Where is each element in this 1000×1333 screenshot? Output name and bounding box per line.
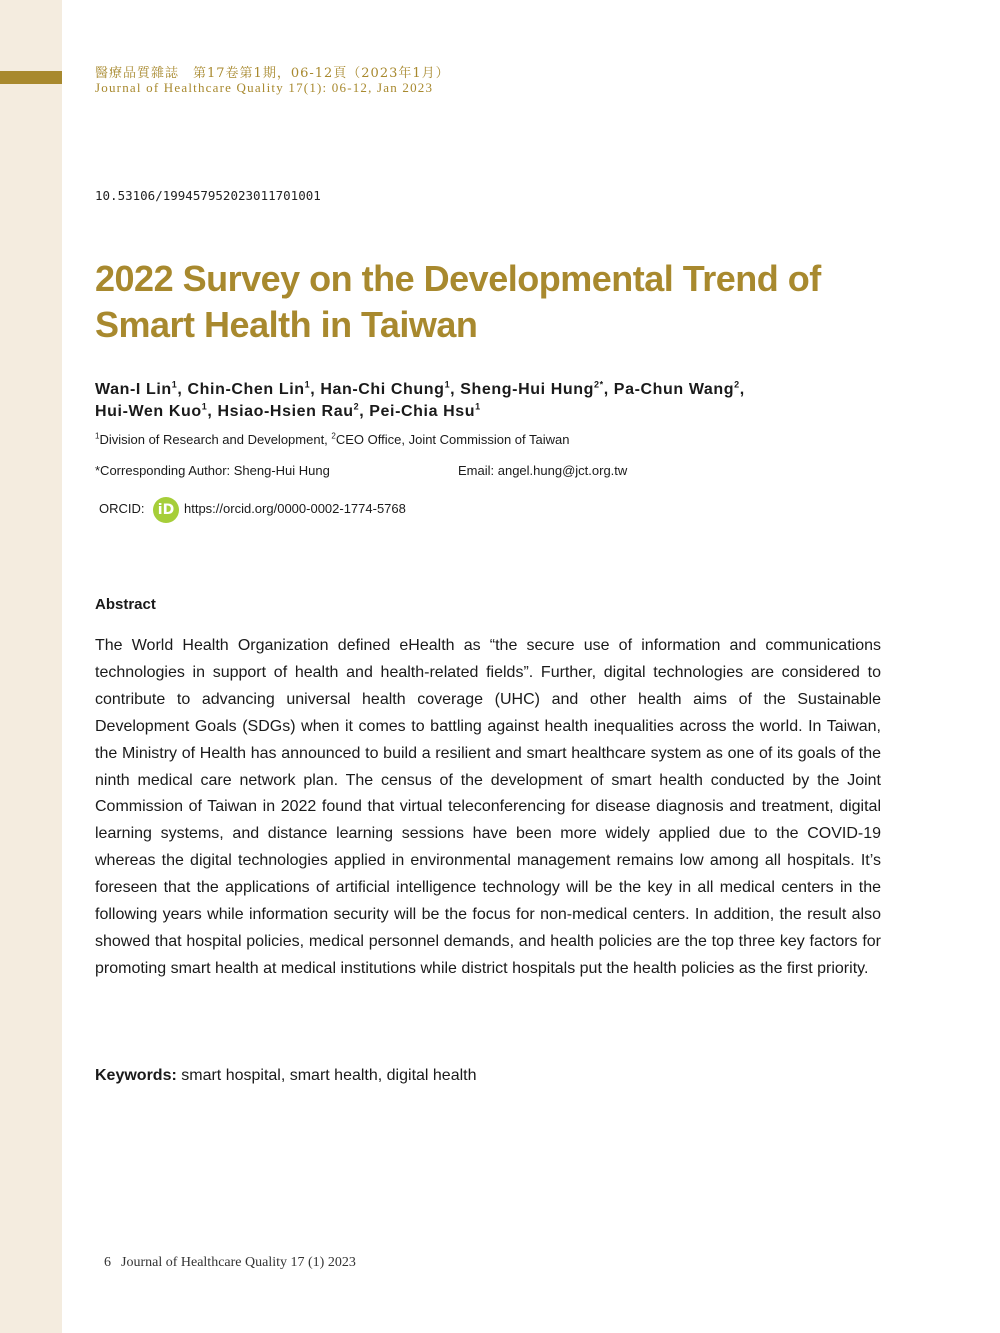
title-line-2: Smart Health in Taiwan [95, 304, 478, 345]
author-sup: 1 [475, 401, 481, 412]
author-list: Wan-I Lin$^1$, Chin-Chen Lin$^1$, Han-Chi Chung$^1$, Sheng-Hui Hung$^{2*}$, Pa-Chun Wang$^2$, Hui-Wen Kuo$^1$, Hsiao-Hsien Rau$^2$, Pei-Chia Hsu$^1$ [95, 379, 745, 420]
author-sup: 2 [734, 379, 740, 390]
page-footer [104, 1255, 356, 1271]
affiliation-2: CEO Office, Joint Commission of Taiwan [335, 432, 570, 447]
author-sup: 1 [304, 379, 311, 390]
doi[interactable]: 10.53106/199457952023011701001 [95, 188, 321, 203]
author-name: Wan-I Lin [95, 381, 172, 398]
affil-sup: 1 [95, 431, 100, 441]
author-name: Hsiao-Hsien Rau [217, 403, 354, 420]
author-sup: 1 [444, 379, 451, 390]
journal-header-en: Journal of Healthcare Quality 17(1): 06-12, Jan 2023 [95, 80, 434, 95]
orcid-label: ORCID: [99, 501, 145, 516]
journal-header-cn: 醫療品質雜誌 第17卷第1期，06-12頁（2023年1月） [95, 66, 450, 81]
email[interactable]: Email: angel.hung@jct.org.tw [458, 463, 628, 478]
author-sup: 2* [593, 379, 604, 390]
author-name: Han-Chi Chung [320, 381, 445, 398]
orcid-link[interactable]: https://orcid.org/0000-0002-1774-5768 [184, 501, 406, 516]
paper-title [95, 256, 895, 348]
author-sup: 2 [353, 401, 360, 412]
orcid-icon[interactable]: iD [153, 497, 179, 523]
keywords-label: Keywords: [95, 1067, 177, 1084]
keywords-list: smart hospital, smart health, digital health [176, 1067, 477, 1084]
affil-sup: 2 [331, 431, 336, 441]
margin-band [0, 0, 62, 1333]
abstract-heading: Abstract [95, 596, 156, 613]
corresponding-author: *Corresponding Author: Sheng-Hui Hung [95, 463, 330, 478]
abstract-text: The World Health Organization defined eHealth as “the secure use of information and communications technologies in support of health and health-related fields”. Further, digital technologies are considered to contribute to advancing universal health coverage (UHC) and other health aims of the Sustainable Development Goals (SDGs) when it comes to battling against health inequalities across the world. In Taiwan, the Ministry of Health has announced to build a resilient and smart healthcare system as one of its goals of the ninth medical care network plan. The census of the development of smart health conducted by the Joint Commission of Taiwan in 2022 found that virtual teleconferencing for disease diagnosis and treatment, digital learning systems, and distance learning sessions have been more widely applied due to the COVID-19 whereas the digital technologies applied in environmental management remains low among all hospitals. It’s foreseen that the applications of artificial intelligence technology will be the key in all medical centers in the following years while information security will be the focus for non-medical centers. In addition, the result also showed that hospital policies, medical personnel demands, and health policies are the top three key factors for promoting smart health at medical institutions while district hospitals put the health policies as the first priority. [95, 637, 881, 977]
author-name: Hui-Wen Kuo [95, 403, 202, 420]
affiliations [95, 432, 569, 447]
title-line-1: 2022 Survey on the Developmental Trend of [95, 258, 821, 299]
author-name: Pa-Chun Wang [613, 381, 735, 398]
affiliation-1: Division of Research and Development, [99, 432, 332, 447]
accent-bar [0, 71, 62, 84]
page-number: 6 [104, 1255, 111, 1270]
author-sup: 1 [171, 379, 178, 390]
author-name: Pei-Chia Hsu [369, 403, 476, 420]
author-name: Sheng-Hui Hung [460, 381, 594, 398]
footer-citation: Journal of Healthcare Quality 17 (1) 2023 [121, 1255, 356, 1270]
author-sup: 1 [201, 401, 208, 412]
author-name: Chin-Chen Lin [187, 381, 305, 398]
keywords [95, 1067, 477, 1085]
